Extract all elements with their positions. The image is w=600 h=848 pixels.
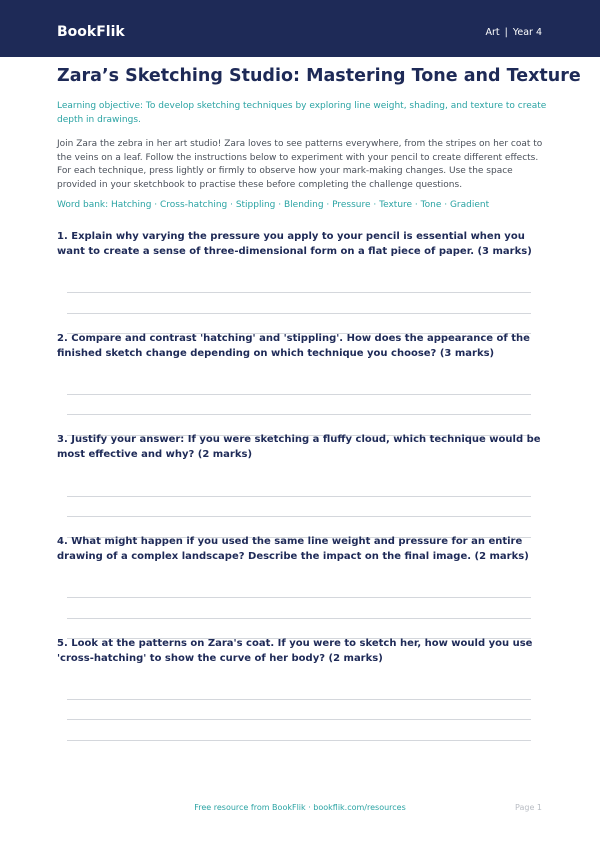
question-5: 5. Look at the patterns on Zara's coat. If you were to sketch her, how would you use 'cross-hatching' to show the curve of her body? (2 marks)	[57, 638, 533, 664]
page-number: Page 1	[515, 803, 542, 812]
answer-line-4a[interactable]	[67, 597, 531, 598]
answer-line-2a[interactable]	[67, 394, 531, 395]
learning-objective: Learning objective: To develop sketching techniques by exploring line weight, shading, and texture to create depth in drawings.	[57, 101, 547, 125]
answer-line-5b[interactable]	[67, 719, 531, 720]
answer-line-5c[interactable]	[67, 740, 531, 741]
subject-label: Art	[485, 27, 500, 38]
answer-line-1a[interactable]	[67, 292, 531, 293]
meta-separator: |	[504, 27, 508, 38]
question-1: 1. Explain why varying the pressure you apply to your pencil is essential when you want to create a sense of three-dimensional form on a flat piece of paper. (3 marks)	[57, 231, 532, 257]
answer-line-3a[interactable]	[67, 496, 531, 497]
brand-logo: BookFlik	[57, 24, 125, 40]
answer-line-2b[interactable]	[67, 414, 531, 415]
question-4: 4. What might happen if you used the same line weight and pressure for an entire drawing of a complex landscape? Describe the impact on the final image. (2 marks)	[57, 536, 529, 562]
answer-line-3b[interactable]	[67, 516, 531, 517]
question-2: 2. Compare and contrast 'hatching' and 'stippling'. How does the appearance of the finished sketch change depending on which technique you choose? (3 marks)	[57, 333, 530, 359]
subject-year-label	[485, 27, 542, 39]
answer-line-4b[interactable]	[67, 618, 531, 619]
header-bar	[0, 0, 600, 57]
footer-credit: Free resource from BookFlik · bookflik.com/resources	[194, 803, 406, 812]
word-bank: Word bank: Hatching · Cross-hatching · Stippling · Blending · Pressure · Texture · Tone · Gradient	[57, 200, 490, 210]
intro-paragraph: Join Zara the zebra in her art studio! Zara loves to see patterns everywhere, from the stripes on her coat to the veins on a leaf. Follow the instructions below to experiment with your pencil to create different effects. For each technique, press lightly or firmly to observe how your mark-making changes. Use the space provided in your sketchbook to practise these before completing the challenge questions.	[57, 139, 543, 190]
page-title: Zara’s Sketching Studio: Mastering Tone and Texture	[57, 66, 581, 86]
answer-line-5a[interactable]	[67, 699, 531, 700]
answer-line-1b[interactable]	[67, 313, 531, 314]
question-3: 3. Justify your answer: If you were sketching a fluffy cloud, which technique would be most effective and why? (2 marks)	[57, 434, 541, 460]
year-label: Year 4	[512, 27, 542, 38]
